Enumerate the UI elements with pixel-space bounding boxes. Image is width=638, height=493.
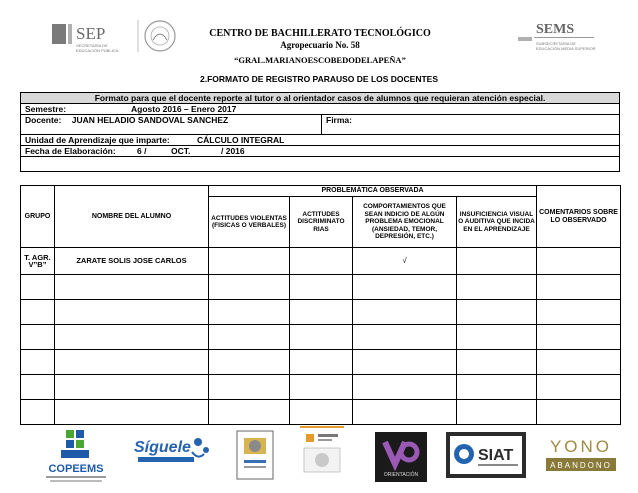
sems-logo — [516, 18, 616, 56]
empty-table-row — [21, 375, 621, 400]
fecha-year: / 2016 — [221, 146, 245, 156]
siat-logo-text: SIAT — [478, 447, 514, 464]
cell-comportamientos-check: √ — [353, 248, 457, 275]
col-comportamientos-header: COMPORTAMIENTOS QUE SEAN INDICIO DE ALGÚN PROBLEMA EMOCIONAL (ANSIEDAD, TEMOR, DEPRESIÓN, ETC.) — [353, 197, 457, 248]
firma-label: Firma: — [321, 115, 352, 134]
orientacion-logo-text: ORIENTACIÓN — [383, 472, 419, 478]
empty-table-row — [21, 400, 621, 425]
table-group-header-row — [21, 186, 621, 197]
fecha-row — [21, 146, 619, 157]
institution-name: CENTRO DE BACHILLERATO TECNOLÓGICO — [209, 28, 431, 39]
cell-comentarios — [537, 248, 621, 275]
cell-insuficiencia — [457, 248, 537, 275]
unidad-label: Unidad de Aprendizaje que imparte: — [25, 135, 170, 145]
docente-value: JUAN HELADIO SANDOVAL SANCHEZ — [71, 115, 229, 125]
cell-violentas — [209, 248, 290, 275]
table-row — [21, 248, 621, 275]
unidad-row — [21, 135, 619, 146]
empty-table-row — [21, 275, 621, 300]
copeems-logo-text: COPEEMS — [48, 463, 104, 475]
siguele-logo — [132, 432, 214, 466]
blank-row — [21, 157, 619, 171]
report-table — [20, 185, 621, 425]
empty-table-row — [21, 300, 621, 325]
col-grupo-header: GRUPO — [21, 186, 55, 248]
col-violentas-header: ACTITUDES VIOLENTAS (FISICAS O VERBALES) — [209, 197, 290, 248]
semestre-label: Semestre: — [25, 104, 67, 114]
sems-logo-text: SEMS — [536, 22, 575, 37]
school-name: “GRAL.MARIANOESCOBEDODELAPEÑA” — [234, 55, 406, 65]
sep-logo-line1: SECRETARÍA DE — [76, 43, 108, 48]
copeems-logo — [40, 428, 112, 486]
col-nombre-header: NOMBRE DEL ALUMNO — [55, 186, 209, 248]
yono-logo-line1: YONO — [549, 437, 613, 456]
col-insuficiencia-header: INSUFICIENCIA VISUAL O AUDITIVA QUE INCIDA EN EL APRENDIZAJE — [457, 197, 537, 248]
cell-nombre: ZARATE SOLIS JOSE CARLOS — [55, 248, 209, 275]
sep-logo-text: SEP — [76, 24, 106, 43]
institution-subtitle: Agropecuario No. 58 — [280, 40, 360, 50]
program-logo — [298, 424, 346, 480]
col-discriminatorias-header: ACTITUDES DISCRIMINATO RIAS — [290, 197, 353, 248]
yono-abandono-logo — [544, 432, 618, 476]
siguele-logo-text: Síguele — [134, 439, 191, 456]
semestre-row — [21, 104, 619, 115]
problematica-header: PROBLEMÁTICA OBSERVADA — [209, 186, 537, 197]
sep-logo — [52, 16, 182, 56]
sems-logo-line2: EDUCACIÓN MEDIA SUPERIOR — [536, 46, 596, 51]
unidad-value: CÁLCULO INTEGRAL — [197, 135, 285, 145]
info-title: Formato para que el docente reporte al tutor o al orientador casos de alumnos que requieran atención especial. — [21, 93, 619, 104]
cell-grupo: T. AGR. V”B” — [21, 248, 55, 275]
info-block — [20, 92, 620, 172]
sep-logo-line2: EDUCACIÓN PÚBLICA — [76, 48, 119, 53]
fecha-month: OCT. — [171, 146, 191, 156]
docente-row — [21, 115, 619, 135]
col-comentarios-header: COMENTARIOS SOBRE LO OBSERVADO — [537, 186, 621, 248]
sems-logo-line1: SUBSECRETARÍA DE — [536, 41, 576, 46]
empty-table-row — [21, 325, 621, 350]
form-title: 2.FORMATO DE REGISTRO PARAUSO DE LOS DOCENTES — [199, 74, 439, 84]
institution-emblem-logo — [236, 430, 274, 480]
siat-logo — [446, 432, 526, 478]
fecha-day: 6 / — [137, 146, 147, 156]
empty-table-row — [21, 350, 621, 375]
fecha-label: Fecha de Elaboración: — [25, 146, 116, 156]
orientacion-logo — [375, 432, 427, 482]
cell-discriminatorias — [290, 248, 353, 275]
semestre-value: Agosto 2016 – Enero 2017 — [131, 104, 237, 114]
docente-label: Docente: — [25, 115, 62, 125]
yono-logo-line2: ABANDONO — [550, 461, 612, 470]
